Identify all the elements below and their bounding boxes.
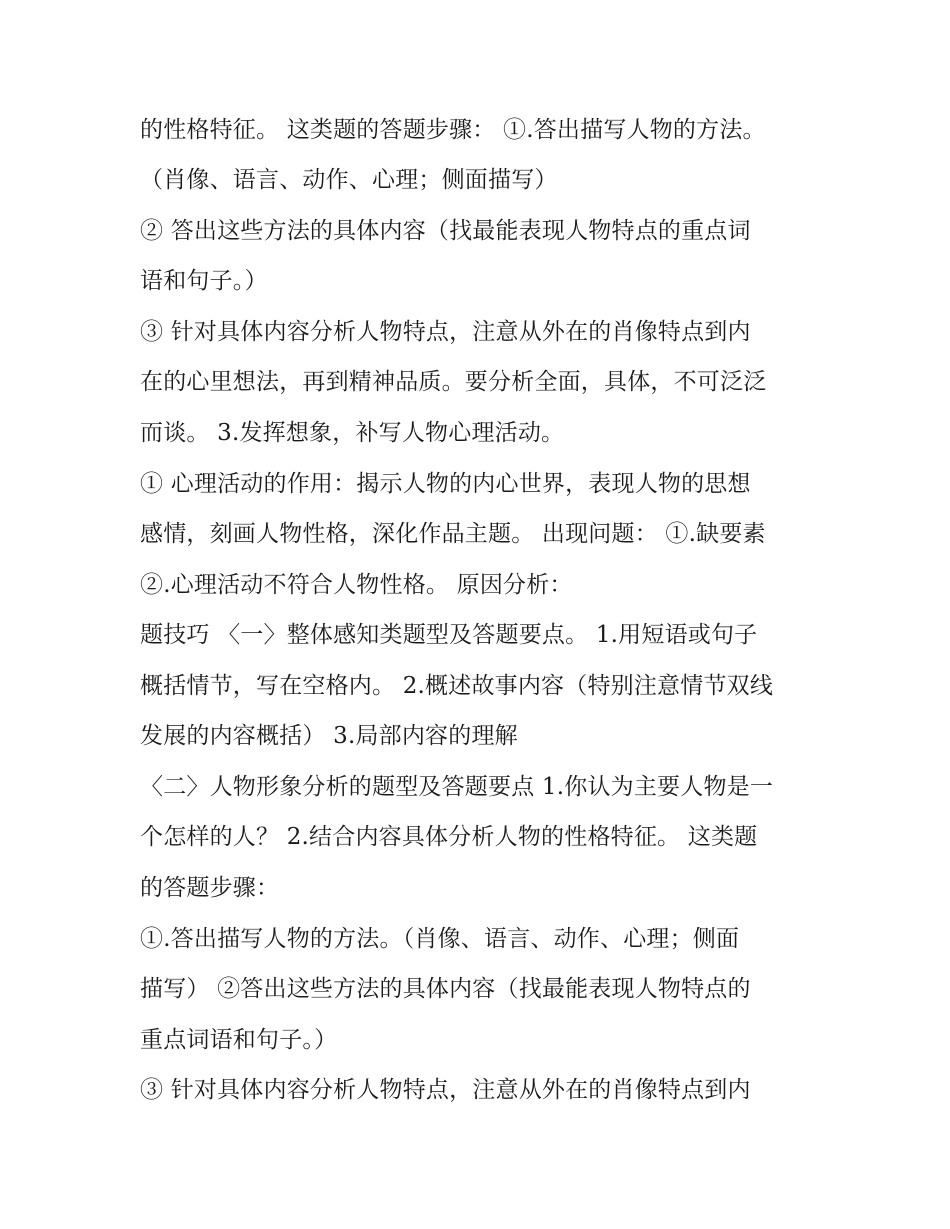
text-line: ③ 针对具体内容分析人物特点，注意从外在的肖像特点到内: [140, 1077, 751, 1103]
text-line: 描写） ②答出这些方法的具体内容（找最能表现人物特点的: [140, 976, 751, 1002]
text-line: ③ 针对具体内容分析人物特点，注意从外在的肖像特点到内: [140, 319, 751, 345]
text-line: 个怎样的人？ 2.结合内容具体分析人物的性格特征。 这类题: [140, 824, 758, 850]
text-line: （肖像、语言、动作、心理；侧面描写）: [140, 167, 558, 193]
text-line: 感情，刻画人物性格，深化作品主题。 出现问题： ①.缺要素: [140, 521, 766, 547]
text-line: ①.答出描写人物的方法。（肖像、语言、动作、心理；侧面: [140, 926, 740, 952]
text-line: 题技巧 〈一〉整体感知类题型及答题要点。 1.用短语或句子: [140, 622, 758, 648]
text-line: ②.心理活动不符合人物性格。 原因分析：: [140, 572, 573, 598]
text-line: 重点词语和句子。）: [140, 1027, 338, 1053]
text-line: ① 心理活动的作用：揭示人物的内心世界，表现人物的思想: [140, 471, 751, 497]
text-line: 而谈。 3.发挥想象，补写人物心理活动。: [140, 420, 565, 446]
text-line: 的答题步骤：: [140, 875, 280, 901]
text-line: 发展的内容概括） 3.局部内容的理解: [140, 723, 518, 749]
text-line: 〈二〉人物形象分析的题型及答题要点 1.你认为主要人物是一: [140, 774, 774, 800]
text-line: 语和句子。）: [140, 268, 268, 294]
text-line: ② 答出这些方法的具体内容（找最能表现人物特点的重点词: [140, 218, 751, 244]
text-line: 概括情节，写在空格内。 2.概述故事内容（特别注意情节双线: [140, 673, 774, 699]
text-line: 在的心里想法，再到精神品质。要分析全面，具体，不可泛泛: [140, 369, 767, 395]
text-line: 的性格特征。 这类题的答题步骤： ①.答出描写人物的方法。: [140, 117, 766, 143]
